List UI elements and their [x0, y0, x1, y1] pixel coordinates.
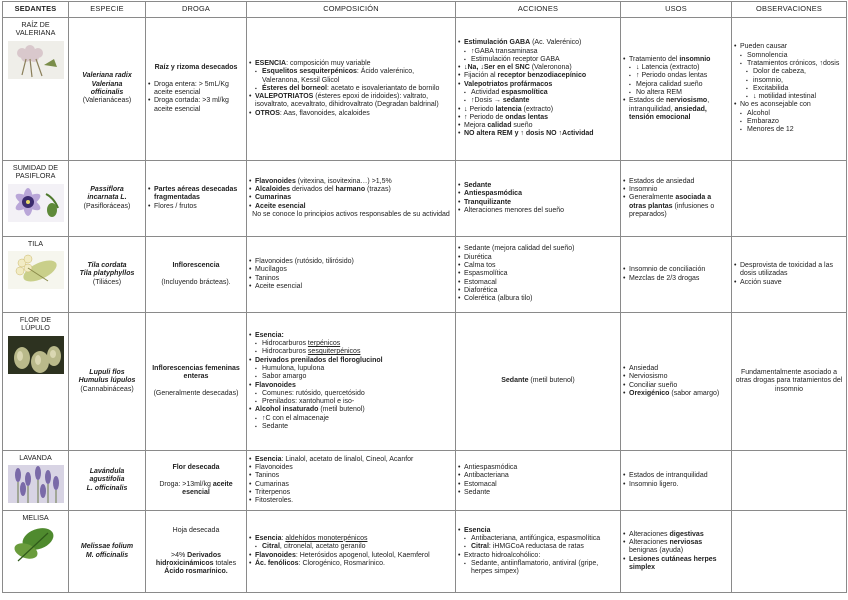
- cell-observaciones: Fundamentalmente asociado a otras drogas para tratamientos del insomnio: [732, 313, 847, 451]
- cell-acciones: [456, 237, 621, 313]
- acciones-list: [458, 464, 618, 497]
- list-item: • Antibacteriana: [458, 472, 618, 480]
- list-item: • Alcohol insaturado (metil butenol): [249, 406, 453, 414]
- list-item: ▪ Sabor amargo: [249, 373, 453, 381]
- cell-observaciones: [732, 237, 847, 313]
- list-item: ▪ Menores de 12: [734, 126, 844, 134]
- list-item: ▪ Ésteres del borneol: acetato e isovaleriantato de bornilo: [249, 85, 453, 93]
- sedatives-table: [2, 1, 847, 593]
- cell-observaciones: [732, 451, 847, 511]
- cell-droga: [146, 161, 247, 237]
- list-item: • Cumarinas: [249, 481, 453, 489]
- list-item: ▪ ↑ Periodo ondas lentas: [623, 72, 729, 80]
- list-item: ▪ Alcohol: [734, 110, 844, 118]
- table-row: [3, 161, 847, 237]
- list-item: • Esencia: [458, 527, 618, 535]
- list-item: • Taninos: [249, 275, 453, 283]
- list-item: • Flavonoides: [249, 382, 453, 390]
- list-item: • Lesiones cutáneas herpes simplex: [623, 556, 729, 573]
- usos-list: [623, 472, 729, 489]
- list-item: ▪ Sedante, antiinflamatorio, antiviral (gripe, herpes simpex): [458, 560, 618, 577]
- cell-sedante: RAÍZ DE VALERIANA: [3, 18, 69, 161]
- list-item: ▪ Dolor de cabeza,: [734, 68, 844, 76]
- list-item: • Estomacal: [458, 279, 618, 287]
- usos-list: [623, 178, 729, 219]
- list-item: ▪ ↑Dosis → sedante: [458, 97, 618, 105]
- list-item: • Insomnio de conciliación: [623, 266, 729, 274]
- list-item: • Flavonoides (rutósido, tilirósido): [249, 258, 453, 266]
- table-row: [3, 18, 847, 161]
- cell-droga: Raíz y rizoma desecados • Droga entera: > 5mL/Kg aceite esencial • Droga cortada: >3 ml/kg aceite esencial: [146, 18, 247, 161]
- list-item: • Esencia:: [249, 332, 453, 340]
- cell-observaciones: [732, 161, 847, 237]
- cell-acciones: [456, 18, 621, 161]
- list-item: • Pueden causar: [734, 43, 844, 51]
- list-item: ▪ Citral, citronelal, acetato geranilo: [249, 543, 453, 551]
- list-item: • Mejora calidad sueño: [458, 122, 618, 130]
- list-item: • Estados de intranquilidad: [623, 472, 729, 480]
- col-header-droga: DROGA: [146, 2, 247, 18]
- usos-list: [623, 531, 729, 572]
- list-item: • Diaforética: [458, 287, 618, 295]
- list-item: ▪ Hidrocarburos terpénicos: [249, 340, 453, 348]
- list-item: • Sedante: [458, 182, 618, 190]
- list-item: ▪ Esquelitos sesquiterpénicos: Ácido valerénico, Valeranona, Kessil Glicol: [249, 68, 453, 85]
- cell-acciones: Sedante (metil butenol): [456, 313, 621, 451]
- list-item: • No es aconsejable con: [734, 101, 844, 109]
- lavender-icon: [8, 465, 64, 503]
- composicion-list: [249, 332, 453, 432]
- cell-composicion: [247, 161, 456, 237]
- list-item: • Estimulación GABA (Ac. Valerénico): [458, 39, 618, 47]
- cell-droga: Inflorescencias femeninas enteras (Generalmente desecadas): [146, 313, 247, 451]
- list-item: • Desprovista de toxicidad a las dosis utilizadas: [734, 262, 844, 279]
- table-row: [3, 237, 847, 313]
- table-row: [3, 451, 847, 511]
- list-item: • Insomnio ligero.: [623, 481, 729, 489]
- hop-cone-icon: [8, 336, 64, 374]
- list-item: • Aceite esencial: [249, 283, 453, 291]
- list-item: • Mucílagos: [249, 266, 453, 274]
- list-item: • Cumarinas: [249, 194, 453, 202]
- linden-flower-icon: [8, 251, 64, 289]
- list-item: ▪ Embarazo: [734, 118, 844, 126]
- col-header-especie: ESPECIE: [69, 2, 146, 18]
- list-item: • Alteraciones digestivas: [623, 531, 729, 539]
- list-item: • Diurética: [458, 254, 618, 262]
- col-header-acciones: ACCIONES: [456, 2, 621, 18]
- usos-list: [623, 266, 729, 283]
- list-item: • Esencia: Linalol, acetato de linalol, Cineol, Acanfor: [249, 456, 453, 464]
- cell-droga: Hoja desecada >4% Derivados hidroxicinámicos totales Ácido rosmarínico.: [146, 511, 247, 593]
- list-item: ▪ Prenilados: xantohumol e iso-: [249, 398, 453, 406]
- list-item: • Esencia: aldehídos monoterpénicos: [249, 535, 453, 543]
- cell-especie: Lupuli flos Humulus lúpulos (Cannabináceas): [69, 313, 146, 451]
- list-item: ▪ Comunes: rutósido, quercetósido: [249, 390, 453, 398]
- list-item: • Colerética (albura tilo): [458, 295, 618, 303]
- list-item: • Alteraciones nerviosas benignas (ayuda): [623, 539, 729, 556]
- list-item: • Droga cortada: >3 ml/kg aceite esencial: [148, 97, 244, 114]
- cell-sedante: LAVANDA: [3, 451, 69, 511]
- cell-sedante: FLOR DE LÚPULO: [3, 313, 69, 451]
- list-item: • Tratamiento del insomnio: [623, 56, 729, 64]
- list-item: • Flavonoides: [249, 464, 453, 472]
- list-item: ▪ Estimulación receptor GABA: [458, 56, 618, 64]
- list-item: ▪ insomnio,: [734, 77, 844, 85]
- list-item: • Insomnio: [623, 186, 729, 194]
- list-item: ▪ ↑GABA transaminasa: [458, 48, 618, 56]
- list-item: • Alcaloides derivados del harmano (trazas): [249, 186, 453, 194]
- list-item: • Mezclas de 2/3 drogas: [623, 275, 729, 283]
- list-item: ▪ Sedante: [249, 423, 453, 431]
- list-item: ▪ Mejora calidad sueño: [623, 81, 729, 89]
- cell-especie: Melissae folium M. officinalis: [69, 511, 146, 593]
- cell-sedante: MELISA: [3, 511, 69, 593]
- cell-usos: [621, 451, 732, 511]
- cell-usos: [621, 313, 732, 451]
- list-item: • Flores / frutos: [148, 203, 244, 211]
- composicion-list: [249, 60, 453, 118]
- cell-acciones: [456, 451, 621, 511]
- list-item: • ↓ Periodo latencia (extracto): [458, 106, 618, 114]
- table-row: [3, 313, 847, 451]
- usos-list: [623, 365, 729, 398]
- cell-composicion: [247, 18, 456, 161]
- list-item: ▪ Hidrocarburos sesquiterpénicos: [249, 348, 453, 356]
- cell-composicion: [247, 237, 456, 313]
- list-item: • Ác. fenólicos: Clorogénico, Rosmarínico.: [249, 560, 453, 568]
- list-item: ▪ Citral: iHMGCoA reductasa de ratas: [458, 543, 618, 551]
- list-item: • Nerviosismo: [623, 373, 729, 381]
- melissa-leaf-icon: [8, 525, 64, 563]
- list-item: • Estados de ansiedad: [623, 178, 729, 186]
- list-item: ▪ Humulona, lupulona: [249, 365, 453, 373]
- list-item: ▪ ↓ motilidad intestinal: [734, 93, 844, 101]
- cell-observaciones: [732, 18, 847, 161]
- list-item: • Valepotriatos profármacos: [458, 81, 618, 89]
- acciones-list: [458, 527, 618, 577]
- cell-droga: Inflorescencia (Incluyendo brácteas).: [146, 237, 247, 313]
- list-item: • Fitosteroles.: [249, 497, 453, 505]
- observaciones-list: [734, 262, 844, 287]
- list-item: • Estomacal: [458, 481, 618, 489]
- list-item: ▪ Somnolencia: [734, 52, 844, 60]
- list-item: • Flavonoides: Heterósidos apogenol, luteolol, Kaemferol: [249, 552, 453, 560]
- list-item: ▪ Antibacteriana, antifúngica, espasmolítica: [458, 535, 618, 543]
- list-item: • Calma tos: [458, 262, 618, 270]
- list-item: • Derivados prenilados del floroglucinol: [249, 357, 453, 365]
- passionflower-icon: [8, 184, 64, 222]
- list-item: ▪ No altera REM: [623, 89, 729, 97]
- list-item: • Acción suave: [734, 279, 844, 287]
- observaciones-list: [734, 43, 844, 134]
- list-item: ▪ ↑C con el almacenaje: [249, 415, 453, 423]
- col-header-usos: USOS: [621, 2, 732, 18]
- list-item: • Estados de nerviosismo, intranquilidad, ansiedad, tensión emocional: [623, 97, 729, 122]
- list-item: • ↑ Periodo de ondas lentas: [458, 114, 618, 122]
- col-header-composicion: COMPOSICIÓN: [247, 2, 456, 18]
- cell-composicion: [247, 313, 456, 451]
- list-item: • ESENCIA: composición muy variable: [249, 60, 453, 68]
- valerian-flower-icon: [8, 41, 64, 79]
- list-item: • Antiespasmódica: [458, 464, 618, 472]
- composicion-list: [249, 535, 453, 568]
- list-item: • Alteraciones menores del sueño: [458, 207, 618, 215]
- list-item: ▪ ↓ Latencia (extracto): [623, 64, 729, 72]
- cell-composicion: [247, 511, 456, 593]
- cell-especie: Tila cordata Tila platyphyllos (Tiliáces): [69, 237, 146, 313]
- cell-usos: [621, 18, 732, 161]
- header-row: [3, 2, 847, 18]
- cell-sedante: SUMIDAD DE PASIFLORA: [3, 161, 69, 237]
- list-item: ▪ Excitabilida: [734, 85, 844, 93]
- list-item: • Antiespasmódica: [458, 190, 618, 198]
- cell-usos: [621, 511, 732, 593]
- cell-observaciones: [732, 511, 847, 593]
- table-row: [3, 511, 847, 593]
- cell-acciones: [456, 161, 621, 237]
- list-item: • Espasmolítica: [458, 270, 618, 278]
- acciones-list: [458, 245, 618, 303]
- list-item: • Sedante: [458, 489, 618, 497]
- col-header-observaciones: OBSERVACIONES: [732, 2, 847, 18]
- list-item: • Orexigénico (sabor amargo): [623, 390, 729, 398]
- list-item: • Droga entera: > 5mL/Kg aceite esencial: [148, 81, 244, 98]
- list-item: • Extracto hidroalcohólico:: [458, 552, 618, 560]
- composicion-list: [249, 178, 453, 219]
- list-item: No se conoce lo principios activos responsables de su actividad: [252, 210, 450, 218]
- col-header-sedantes: SEDANTES: [3, 2, 69, 18]
- acciones-list: [458, 39, 618, 139]
- list-item: • Flavonoides (vitexina, isovitexina…) >1,5%: [249, 178, 453, 186]
- list-item: • NO altera REM y ↑ dosis NO ↑Actividad: [458, 130, 618, 138]
- list-item: • Fijación al receptor benzodiacepínico: [458, 72, 618, 80]
- cell-droga: Flor desecada Droga: >13ml/kg aceite esencial: [146, 451, 247, 511]
- cell-especie: Passiflora incarnata L. (Pasifloráceas): [69, 161, 146, 237]
- composicion-list: [249, 456, 453, 506]
- list-item: • VALEPOTRIATOS (ésteres epoxi de iridoides): valtrato, isovaltrato, acevaltrato, dihidrovaltrato (Degradan baldrinal): [249, 93, 453, 110]
- list-item: • Tranquilizante: [458, 199, 618, 207]
- list-item: • OTROS: Aas, flavonoides, alcaloides: [249, 110, 453, 118]
- cell-especie: Valeriana radix Valeriana officinalis (Valerianáceas): [69, 18, 146, 161]
- cell-usos: [621, 161, 732, 237]
- list-item: • Ansiedad: [623, 365, 729, 373]
- list-item: • ↓Na, ↓Ser en el SNC (Valeronona): [458, 64, 618, 72]
- usos-list: [623, 56, 729, 122]
- acciones-list: [458, 182, 618, 215]
- list-item: • Aceite esencial: [249, 203, 453, 211]
- cell-usos: [621, 237, 732, 313]
- cell-composicion: [247, 451, 456, 511]
- list-item: • Taninos: [249, 472, 453, 480]
- composicion-list: [249, 258, 453, 291]
- list-item: ▪ Actividad espasmolítica: [458, 89, 618, 97]
- list-item: • Conciliar sueño: [623, 382, 729, 390]
- list-item: • Triterpenos: [249, 489, 453, 497]
- list-item: • Generalmente asociada a otras plantas (infusiones o preparados): [623, 194, 729, 219]
- list-item: • Partes aéreas desecadas fragmentadas: [148, 186, 244, 203]
- cell-acciones: [456, 511, 621, 593]
- cell-especie: Lavándula agustifolia L. officinalis: [69, 451, 146, 511]
- list-item: ▪ Tratamientos crónicos, ↑dosis: [734, 60, 844, 68]
- list-item: • Sedante (mejora calidad del sueño): [458, 245, 618, 253]
- cell-sedante: TILA: [3, 237, 69, 313]
